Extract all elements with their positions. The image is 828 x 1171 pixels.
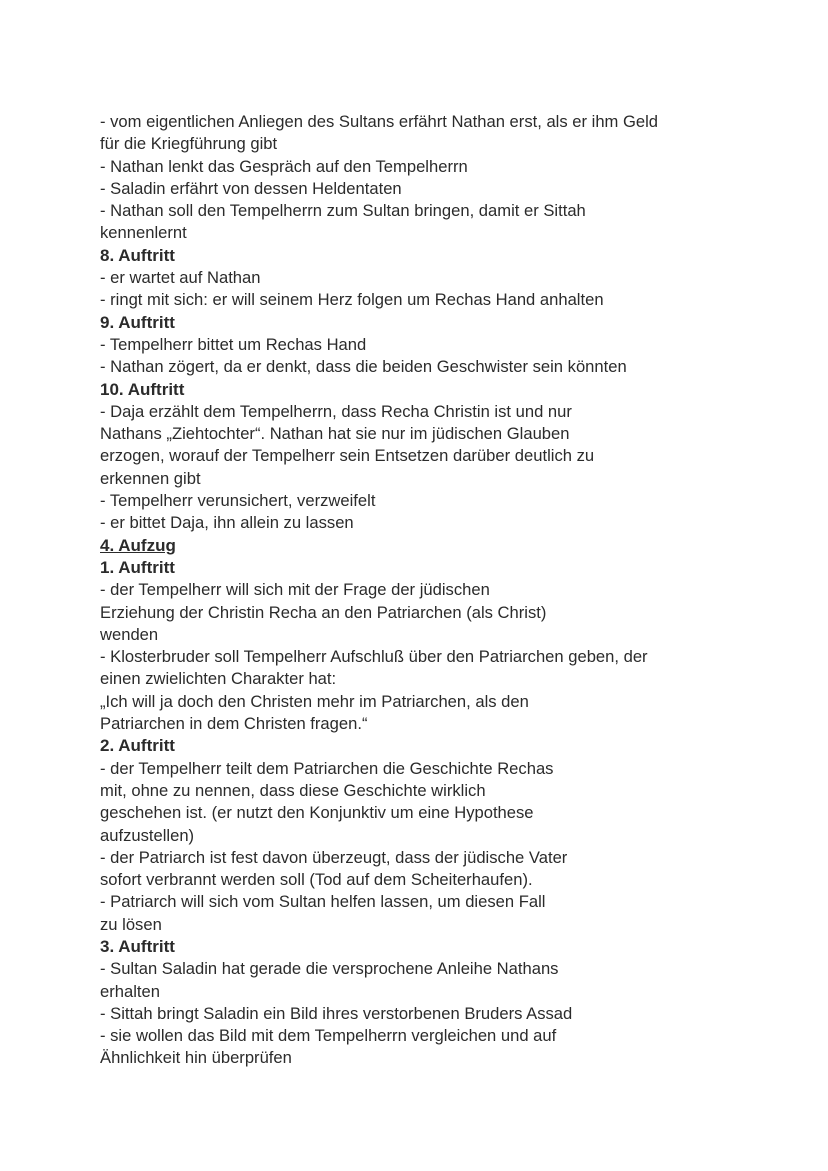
text-line: - Sultan Saladin hat gerade die versprochene Anleihe Nathans: [100, 959, 559, 979]
text-line: erkennen gibt: [100, 468, 201, 488]
text-line: - Sittah bringt Saladin ein Bild ihres verstorbenen Bruders Assad: [100, 1003, 573, 1023]
chapter-heading: 4. Aufzug: [100, 535, 176, 555]
text-line: Patriarchen in dem Christen fragen.“: [100, 714, 368, 734]
text-line: geschehen ist. (er nutzt den Konjunktiv um eine Hypothese: [100, 803, 534, 823]
text-line: - der Tempelherr teilt dem Patriarchen die Geschichte Rechas: [100, 758, 554, 778]
text-line: aufzustellen): [100, 825, 195, 845]
section-heading: 1. Auftritt: [100, 557, 175, 577]
section-heading: 8. Auftritt: [100, 245, 175, 265]
text-line: kennenlernt: [100, 223, 187, 243]
text-line: - er wartet auf Nathan: [100, 268, 261, 288]
text-line: zu lösen: [100, 914, 162, 934]
text-line: - Saladin erfährt von dessen Heldentaten: [100, 178, 402, 198]
text-line: für die Kriegführung gibt: [100, 134, 278, 154]
text-line: - Tempelherr bittet um Rechas Hand: [100, 334, 367, 354]
text-line: einen zwielichten Charakter hat:: [100, 669, 337, 689]
text-line: erzogen, worauf der Tempelherr sein Entsetzen darüber deutlich zu: [100, 446, 595, 466]
text-line: „Ich will ja doch den Christen mehr im Patriarchen, als den: [100, 691, 529, 711]
text-line: Erziehung der Christin Recha an den Patriarchen (als Christ): [100, 602, 547, 622]
section-heading: 2. Auftritt: [100, 736, 175, 756]
text-line: - der Patriarch ist fest davon überzeugt, dass der jüdische Vater: [100, 847, 568, 867]
text-line: - Nathan lenkt das Gespräch auf den Tempelherrn: [100, 156, 468, 176]
text-line: - Tempelherr verunsichert, verzweifelt: [100, 491, 376, 511]
section-heading: 10. Auftritt: [100, 379, 185, 399]
text-line: wenden: [100, 624, 159, 644]
text-line: - ringt mit sich: er will seinem Herz folgen um Rechas Hand anhalten: [100, 290, 604, 310]
text-line: - Daja erzählt dem Tempelherrn, dass Recha Christin ist und nur: [100, 401, 572, 421]
text-line: sofort verbrannt werden soll (Tod auf dem Scheiterhaufen).: [100, 870, 533, 890]
section-heading: 3. Auftritt: [100, 936, 175, 956]
text-line: mit, ohne zu nennen, dass diese Geschichte wirklich: [100, 780, 486, 800]
text-line: - der Tempelherr will sich mit der Frage der jüdischen: [100, 580, 490, 600]
text-line: Ähnlichkeit hin überprüfen: [100, 1048, 292, 1068]
text-line: Nathans „Ziehtochter“. Nathan hat sie nur im jüdischen Glauben: [100, 424, 570, 444]
document-page: [100, 111, 740, 1070]
text-line: - Nathan soll den Tempelherrn zum Sultan bringen, damit er Sittah: [100, 201, 586, 221]
section-heading: 9. Auftritt: [100, 312, 175, 332]
text-line: - vom eigentlichen Anliegen des Sultans erfährt Nathan erst, als er ihm Geld: [100, 112, 659, 131]
text-line: - Klosterbruder soll Tempelherr Aufschluß über den Patriarchen geben, der: [100, 647, 648, 667]
text-line: - sie wollen das Bild mit dem Tempelherrn vergleichen und auf: [100, 1026, 557, 1046]
text-line: - Patriarch will sich vom Sultan helfen lassen, um diesen Fall: [100, 892, 546, 912]
text-line: - er bittet Daja, ihn allein zu lassen: [100, 513, 354, 533]
text-line: erhalten: [100, 981, 160, 1001]
text-line: - Nathan zögert, da er denkt, dass die beiden Geschwister sein könnten: [100, 357, 627, 377]
